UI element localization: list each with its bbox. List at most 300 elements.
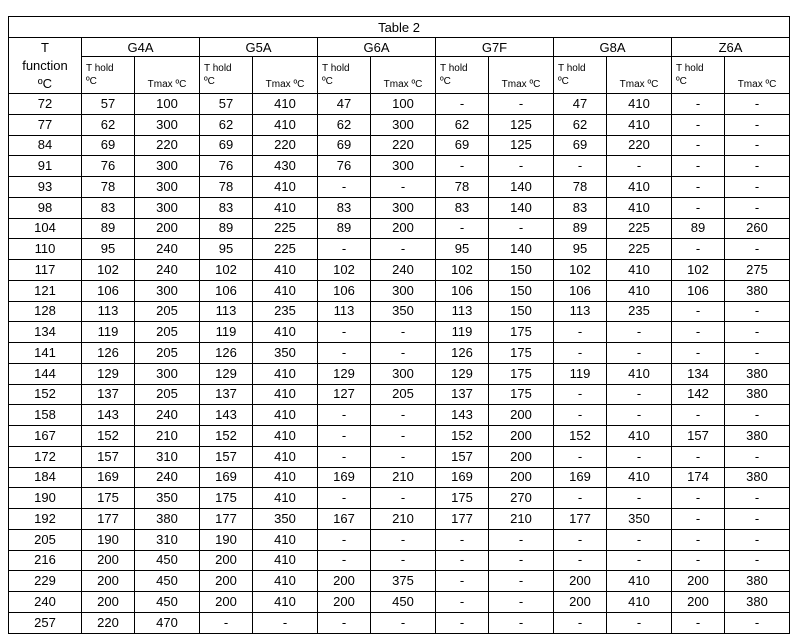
thold-cell: 169 bbox=[82, 467, 135, 488]
thold-cell: - bbox=[318, 550, 371, 571]
tmax-cell: 235 bbox=[607, 301, 672, 322]
thold-cell: - bbox=[672, 509, 725, 530]
table-row bbox=[9, 280, 790, 301]
thold-cell: - bbox=[318, 177, 371, 198]
t-function-cell: 240 bbox=[9, 592, 82, 613]
thold-cell: 129 bbox=[82, 363, 135, 384]
t-function-header-line: T bbox=[41, 39, 49, 55]
tmax-cell: 240 bbox=[135, 239, 200, 260]
tmax-cell: - bbox=[725, 529, 790, 550]
tmax-cell: - bbox=[489, 550, 554, 571]
tmax-cell: 410 bbox=[253, 280, 318, 301]
tmax-cell: 210 bbox=[135, 426, 200, 447]
tmax-cell: 275 bbox=[725, 260, 790, 281]
tmax-cell: - bbox=[489, 612, 554, 633]
thold-header-line: ºC bbox=[440, 76, 451, 87]
tmax-cell: 410 bbox=[607, 114, 672, 135]
table-row bbox=[9, 384, 790, 405]
thold-cell: 76 bbox=[318, 156, 371, 177]
t-function-cell: 205 bbox=[9, 529, 82, 550]
tmax-cell: 350 bbox=[371, 301, 436, 322]
tmax-cell: 410 bbox=[607, 592, 672, 613]
t-function-cell: 229 bbox=[9, 571, 82, 592]
table-row bbox=[9, 529, 790, 550]
thold-cell: 89 bbox=[318, 218, 371, 239]
thold-cell: 78 bbox=[200, 177, 253, 198]
thold-cell: - bbox=[318, 426, 371, 447]
tmax-cell: 220 bbox=[371, 135, 436, 156]
thold-cell: 62 bbox=[82, 114, 135, 135]
tmax-cell: 150 bbox=[489, 280, 554, 301]
tmax-cell: 410 bbox=[607, 94, 672, 115]
thold-cell: - bbox=[554, 446, 607, 467]
tmax-cell: 125 bbox=[489, 135, 554, 156]
tmax-cell: - bbox=[489, 94, 554, 115]
tmax-cell: 200 bbox=[489, 446, 554, 467]
thold-cell: 177 bbox=[436, 509, 489, 530]
tmax-cell: 380 bbox=[725, 592, 790, 613]
thold-cell: 106 bbox=[200, 280, 253, 301]
tmax-cell: - bbox=[607, 488, 672, 509]
table-row bbox=[9, 239, 790, 260]
tmax-cell: - bbox=[607, 612, 672, 633]
thold-cell: 143 bbox=[436, 405, 489, 426]
thold-cell: - bbox=[672, 239, 725, 260]
thold-cell: - bbox=[554, 550, 607, 571]
thold-cell: 129 bbox=[436, 363, 489, 384]
t-function-cell: 72 bbox=[9, 94, 82, 115]
thold-header-line: T hold bbox=[204, 63, 232, 74]
t-function-cell: 167 bbox=[9, 426, 82, 447]
group-header-g4a: G4A bbox=[82, 38, 200, 57]
table-row bbox=[9, 218, 790, 239]
table-row bbox=[9, 509, 790, 530]
tmax-cell: 205 bbox=[135, 301, 200, 322]
thold-cell: 113 bbox=[200, 301, 253, 322]
thold-cell: - bbox=[436, 218, 489, 239]
t-function-cell: 91 bbox=[9, 156, 82, 177]
thold-cell: - bbox=[318, 322, 371, 343]
tmax-cell: - bbox=[489, 592, 554, 613]
thold-cell: - bbox=[672, 405, 725, 426]
table-row bbox=[9, 114, 790, 135]
thold-cell: 47 bbox=[318, 94, 371, 115]
tmax-cell: - bbox=[725, 94, 790, 115]
thold-cell: 119 bbox=[436, 322, 489, 343]
thold-cell: - bbox=[318, 343, 371, 364]
thold-cell: 126 bbox=[200, 343, 253, 364]
tmax-cell: - bbox=[253, 612, 318, 633]
t-function-cell: 158 bbox=[9, 405, 82, 426]
thold-cell: - bbox=[200, 612, 253, 633]
tmax-cell: 430 bbox=[253, 156, 318, 177]
thold-header-line: ºC bbox=[558, 76, 569, 87]
tmax-cell: 410 bbox=[253, 197, 318, 218]
t-function-cell: 117 bbox=[9, 260, 82, 281]
tmax-cell: 125 bbox=[489, 114, 554, 135]
tmax-cell: 235 bbox=[253, 301, 318, 322]
thold-cell: 78 bbox=[82, 177, 135, 198]
tmax-cell: 410 bbox=[253, 592, 318, 613]
tmax-cell: 200 bbox=[135, 218, 200, 239]
thold-cell: - bbox=[554, 529, 607, 550]
tmax-cell: 410 bbox=[253, 446, 318, 467]
thold-cell: 113 bbox=[554, 301, 607, 322]
tmax-cell: 410 bbox=[253, 550, 318, 571]
t-function-cell: 98 bbox=[9, 197, 82, 218]
t-function-cell: 184 bbox=[9, 467, 82, 488]
tmax-cell: - bbox=[725, 488, 790, 509]
table-row bbox=[9, 405, 790, 426]
tmax-cell: 300 bbox=[371, 363, 436, 384]
thold-cell: - bbox=[436, 550, 489, 571]
tmax-cell: 140 bbox=[489, 177, 554, 198]
tmax-cell: 300 bbox=[371, 197, 436, 218]
thold-cell: 169 bbox=[436, 467, 489, 488]
thold-cell: 177 bbox=[200, 509, 253, 530]
tmax-cell: - bbox=[371, 446, 436, 467]
tmax-cell: - bbox=[371, 322, 436, 343]
tmax-header: Tmax ºC bbox=[371, 57, 436, 94]
thold-cell: - bbox=[672, 488, 725, 509]
table-row bbox=[9, 94, 790, 115]
tmax-cell: 175 bbox=[489, 322, 554, 343]
tmax-cell: - bbox=[725, 509, 790, 530]
tmax-cell: 450 bbox=[135, 571, 200, 592]
thold-cell: 152 bbox=[436, 426, 489, 447]
tmax-cell: - bbox=[725, 156, 790, 177]
thold-cell: 95 bbox=[200, 239, 253, 260]
tmax-cell: - bbox=[489, 156, 554, 177]
thold-cell: 95 bbox=[82, 239, 135, 260]
tmax-cell: - bbox=[371, 177, 436, 198]
tmax-cell: 150 bbox=[489, 301, 554, 322]
thold-cell: 113 bbox=[82, 301, 135, 322]
group-header-g8a: G8A bbox=[554, 38, 672, 57]
tmax-cell: - bbox=[607, 322, 672, 343]
tmax-cell: - bbox=[725, 446, 790, 467]
thold-cell: 200 bbox=[82, 550, 135, 571]
thold-cell: - bbox=[436, 571, 489, 592]
tmax-cell: 410 bbox=[253, 488, 318, 509]
thold-cell: 127 bbox=[318, 384, 371, 405]
tmax-cell: 410 bbox=[253, 405, 318, 426]
tmax-cell: 200 bbox=[489, 405, 554, 426]
thold-cell: 62 bbox=[318, 114, 371, 135]
thold-cell: 169 bbox=[200, 467, 253, 488]
thold-cell: 200 bbox=[200, 592, 253, 613]
tmax-cell: - bbox=[725, 301, 790, 322]
thold-cell: 134 bbox=[672, 363, 725, 384]
table-row bbox=[9, 446, 790, 467]
thold-cell: 106 bbox=[318, 280, 371, 301]
tmax-cell: 270 bbox=[489, 488, 554, 509]
thold-header-line: ºC bbox=[322, 76, 333, 87]
thold-cell: - bbox=[672, 177, 725, 198]
thold-cell: 76 bbox=[200, 156, 253, 177]
thold-cell: 119 bbox=[554, 363, 607, 384]
t-function-cell: 172 bbox=[9, 446, 82, 467]
tmax-cell: 225 bbox=[607, 218, 672, 239]
tmax-cell: 410 bbox=[253, 571, 318, 592]
thold-header-line: T hold bbox=[322, 63, 350, 74]
tmax-cell: 225 bbox=[607, 239, 672, 260]
tmax-cell: 240 bbox=[135, 467, 200, 488]
t-function-cell: 134 bbox=[9, 322, 82, 343]
tmax-cell: 205 bbox=[135, 384, 200, 405]
thold-header-line: T hold bbox=[86, 63, 114, 74]
thold-cell: 175 bbox=[436, 488, 489, 509]
table-row bbox=[9, 467, 790, 488]
thold-cell: 83 bbox=[82, 197, 135, 218]
tmax-cell: 380 bbox=[725, 384, 790, 405]
tmax-cell: 210 bbox=[489, 509, 554, 530]
tmax-cell: 260 bbox=[725, 218, 790, 239]
thold-cell: 106 bbox=[436, 280, 489, 301]
tmax-cell: - bbox=[725, 322, 790, 343]
tmax-header: Tmax ºC bbox=[135, 57, 200, 94]
table-row bbox=[9, 363, 790, 384]
thold-cell: 200 bbox=[82, 571, 135, 592]
thold-cell: 143 bbox=[200, 405, 253, 426]
thold-cell: 200 bbox=[554, 571, 607, 592]
tmax-cell: - bbox=[371, 426, 436, 447]
thold-cell: 62 bbox=[200, 114, 253, 135]
t-function-cell: 144 bbox=[9, 363, 82, 384]
tmax-cell: 300 bbox=[371, 114, 436, 135]
tmax-cell: 470 bbox=[135, 612, 200, 633]
tmax-cell: - bbox=[371, 488, 436, 509]
thold-cell: 69 bbox=[82, 135, 135, 156]
tmax-cell: 310 bbox=[135, 529, 200, 550]
tmax-cell: - bbox=[607, 343, 672, 364]
tmax-cell: 205 bbox=[135, 343, 200, 364]
thold-cell: - bbox=[436, 612, 489, 633]
thold-cell: 152 bbox=[200, 426, 253, 447]
thold-cell: - bbox=[672, 135, 725, 156]
tmax-cell: 450 bbox=[135, 592, 200, 613]
tmax-cell: 175 bbox=[489, 384, 554, 405]
tmax-cell: 200 bbox=[489, 467, 554, 488]
tmax-cell: 380 bbox=[725, 467, 790, 488]
thold-cell: 175 bbox=[82, 488, 135, 509]
thold-cell: 69 bbox=[200, 135, 253, 156]
tmax-cell: 220 bbox=[607, 135, 672, 156]
tmax-cell: 375 bbox=[371, 571, 436, 592]
thold-cell: 89 bbox=[554, 218, 607, 239]
thold-cell: 95 bbox=[436, 239, 489, 260]
thold-cell: 143 bbox=[82, 405, 135, 426]
tmax-cell: 410 bbox=[253, 384, 318, 405]
tmax-cell: - bbox=[607, 156, 672, 177]
table-row bbox=[9, 426, 790, 447]
tmax-cell: 300 bbox=[135, 363, 200, 384]
table-row bbox=[9, 612, 790, 633]
thold-cell: 200 bbox=[82, 592, 135, 613]
tmax-cell: 300 bbox=[135, 114, 200, 135]
thold-cell: 57 bbox=[82, 94, 135, 115]
tmax-cell: 410 bbox=[253, 114, 318, 135]
thold-cell: - bbox=[672, 156, 725, 177]
thold-cell: 157 bbox=[200, 446, 253, 467]
tmax-cell: 410 bbox=[607, 363, 672, 384]
thold-cell: - bbox=[672, 94, 725, 115]
group-header-g6a: G6A bbox=[318, 38, 436, 57]
tmax-cell: 410 bbox=[253, 260, 318, 281]
thold-cell: 177 bbox=[554, 509, 607, 530]
thold-cell: 95 bbox=[554, 239, 607, 260]
tmax-cell: 380 bbox=[135, 509, 200, 530]
tmax-cell: - bbox=[725, 239, 790, 260]
tmax-cell: - bbox=[725, 343, 790, 364]
tmax-cell: - bbox=[725, 612, 790, 633]
table-row bbox=[9, 592, 790, 613]
thold-cell: - bbox=[554, 384, 607, 405]
tmax-cell: 300 bbox=[135, 280, 200, 301]
thold-cell: 157 bbox=[436, 446, 489, 467]
group-header-z6a: Z6A bbox=[672, 38, 790, 57]
thold-cell: 113 bbox=[436, 301, 489, 322]
tmax-cell: - bbox=[489, 218, 554, 239]
thold-cell: 57 bbox=[200, 94, 253, 115]
thold-cell: 200 bbox=[318, 592, 371, 613]
tmax-header: Tmax ºC bbox=[489, 57, 554, 94]
tmax-cell: 150 bbox=[489, 260, 554, 281]
thold-cell: 62 bbox=[436, 114, 489, 135]
thold-cell: - bbox=[318, 529, 371, 550]
table-row bbox=[9, 135, 790, 156]
thold-cell: 102 bbox=[200, 260, 253, 281]
thold-cell: 126 bbox=[82, 343, 135, 364]
t-function-cell: 257 bbox=[9, 612, 82, 633]
tmax-cell: - bbox=[725, 177, 790, 198]
thold-cell: 137 bbox=[82, 384, 135, 405]
tmax-cell: 410 bbox=[253, 363, 318, 384]
tmax-cell: 300 bbox=[135, 197, 200, 218]
tmax-cell: 225 bbox=[253, 239, 318, 260]
thold-cell: 200 bbox=[200, 571, 253, 592]
tmax-cell: - bbox=[489, 571, 554, 592]
thold-cell: - bbox=[318, 612, 371, 633]
thold-header bbox=[82, 57, 135, 94]
thold-cell: 69 bbox=[436, 135, 489, 156]
tmax-cell: 450 bbox=[135, 550, 200, 571]
thold-cell: - bbox=[554, 488, 607, 509]
thold-cell: 220 bbox=[82, 612, 135, 633]
group-header-g7f: G7F bbox=[436, 38, 554, 57]
tmax-cell: - bbox=[607, 384, 672, 405]
thold-cell: 200 bbox=[672, 571, 725, 592]
table-container bbox=[8, 16, 790, 634]
tmax-cell: 175 bbox=[489, 343, 554, 364]
thold-cell: - bbox=[436, 592, 489, 613]
thold-cell: - bbox=[554, 322, 607, 343]
thold-cell: 83 bbox=[200, 197, 253, 218]
table-row bbox=[9, 488, 790, 509]
thold-cell: 190 bbox=[200, 529, 253, 550]
tmax-cell: 410 bbox=[253, 322, 318, 343]
tmax-cell: 350 bbox=[253, 343, 318, 364]
tmax-cell: 380 bbox=[725, 280, 790, 301]
thold-cell: - bbox=[436, 94, 489, 115]
thold-cell: 152 bbox=[82, 426, 135, 447]
thold-cell: - bbox=[672, 612, 725, 633]
tmax-cell: 410 bbox=[253, 177, 318, 198]
thold-header-line: ºC bbox=[204, 76, 215, 87]
tmax-cell: 140 bbox=[489, 239, 554, 260]
tmax-cell: 410 bbox=[253, 426, 318, 447]
table-row bbox=[9, 197, 790, 218]
tmax-cell: 240 bbox=[371, 260, 436, 281]
thold-cell: 175 bbox=[200, 488, 253, 509]
thold-cell: 157 bbox=[82, 446, 135, 467]
group-header-g5a: G5A bbox=[200, 38, 318, 57]
tmax-cell: 100 bbox=[135, 94, 200, 115]
tmax-header: Tmax ºC bbox=[725, 57, 790, 94]
tmax-cell: - bbox=[725, 135, 790, 156]
thold-cell: 102 bbox=[318, 260, 371, 281]
thold-header bbox=[436, 57, 489, 94]
table-title: Table 2 bbox=[9, 17, 790, 38]
thold-header-line: T hold bbox=[558, 63, 586, 74]
t-function-cell: 121 bbox=[9, 280, 82, 301]
thold-cell: 113 bbox=[318, 301, 371, 322]
tmax-cell: - bbox=[725, 197, 790, 218]
tmax-cell: - bbox=[725, 114, 790, 135]
thold-cell: - bbox=[672, 322, 725, 343]
tmax-cell: - bbox=[725, 550, 790, 571]
table-row bbox=[9, 301, 790, 322]
tmax-cell: 210 bbox=[371, 467, 436, 488]
thold-cell: 177 bbox=[82, 509, 135, 530]
thold-header bbox=[554, 57, 607, 94]
tmax-cell: - bbox=[371, 405, 436, 426]
thold-cell: - bbox=[672, 446, 725, 467]
tmax-cell: 350 bbox=[135, 488, 200, 509]
table-row bbox=[9, 177, 790, 198]
thold-cell: 102 bbox=[672, 260, 725, 281]
thold-cell: - bbox=[554, 343, 607, 364]
t-function-cell: 110 bbox=[9, 239, 82, 260]
tmax-cell: 410 bbox=[607, 260, 672, 281]
thold-cell: - bbox=[672, 197, 725, 218]
tmax-cell: - bbox=[371, 239, 436, 260]
tmax-cell: 350 bbox=[253, 509, 318, 530]
thold-cell: - bbox=[672, 343, 725, 364]
thold-cell: - bbox=[672, 529, 725, 550]
t-function-header-line: function bbox=[22, 57, 68, 73]
t-function-cell: 152 bbox=[9, 384, 82, 405]
t-function-cell: 141 bbox=[9, 343, 82, 364]
tmax-cell: 225 bbox=[253, 218, 318, 239]
thold-cell: 106 bbox=[554, 280, 607, 301]
table-row bbox=[9, 260, 790, 281]
thold-cell: 83 bbox=[554, 197, 607, 218]
thold-cell: 102 bbox=[436, 260, 489, 281]
tmax-cell: 410 bbox=[253, 529, 318, 550]
tmax-cell: 410 bbox=[607, 467, 672, 488]
thold-cell: - bbox=[672, 114, 725, 135]
tmax-cell: - bbox=[725, 405, 790, 426]
tmax-cell: 380 bbox=[725, 571, 790, 592]
tmax-cell: - bbox=[489, 529, 554, 550]
thold-cell: 102 bbox=[554, 260, 607, 281]
tmax-cell: - bbox=[371, 612, 436, 633]
thold-header-line: T hold bbox=[676, 63, 704, 74]
thold-cell: 137 bbox=[200, 384, 253, 405]
t-function-header-line: ºC bbox=[37, 75, 53, 91]
thold-cell: 200 bbox=[318, 571, 371, 592]
